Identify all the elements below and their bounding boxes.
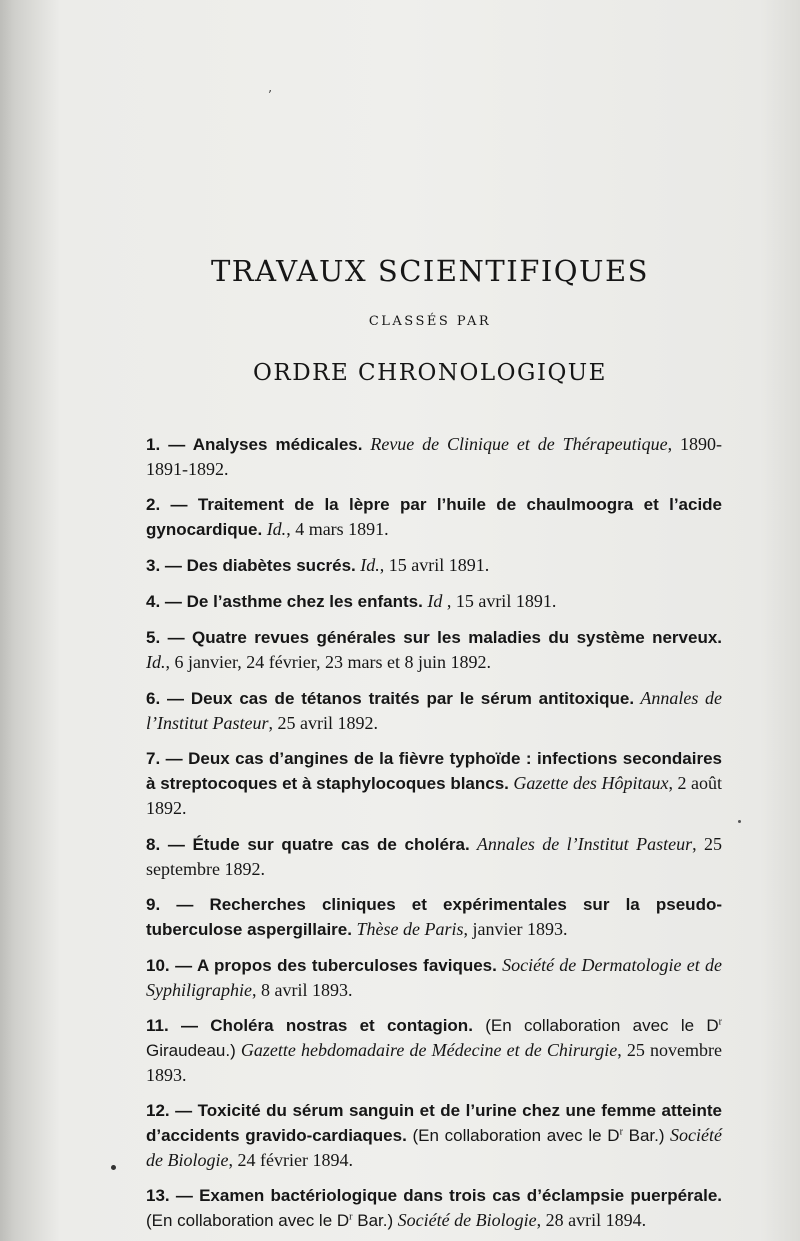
margin-dot [738,820,741,823]
entry-number: 2. — [146,495,198,514]
entry-collaboration: (En collaboration avec le D [146,1211,350,1230]
entry-title: De l’asthme chez les enfants. [186,592,423,611]
margin-dot [111,1165,116,1170]
entry-source: Id [422,591,443,611]
entry-title: Examen bactériologique dans trois cas d’éclampsie puerpérale. [199,1186,722,1205]
entry-date: , 1890-1891-1892. [146,434,722,479]
entry-date: , 15 avril 1891. [379,555,490,575]
entry-date: , 25 septembre 1892. [146,834,722,879]
entry-source: Annales de l’Institut Pasteur [469,834,693,854]
entry-source: Revue de Clinique et de Thérapeutique [362,434,668,454]
publication-entry [146,747,722,821]
entry-number: 1. — [146,435,193,454]
entry-title: Deux cas de tétanos traités par le sérum antitoxique. [190,689,635,708]
publication-entry [146,625,722,675]
entry-number: 8. — [146,835,193,854]
entry-collaboration: Bar.) [352,1211,394,1230]
publication-entry [146,1184,722,1233]
entry-date: , 2 août 1892. [146,773,722,818]
entry-collaboration: (En collaboration avec le D [472,1016,719,1035]
entry-date: , 4 mars 1891. [286,519,389,539]
entry-source: Société de Dermatologie et de Syphiligraphie [146,955,722,1000]
entry-title: Toxicité du sérum sanguin et de l’urine chez une femme atteinte d’accidents gravido-cardiaques. [146,1101,722,1145]
entry-title: Quatre revues générales sur les maladies du système nerveux. [192,628,723,647]
entry-title: Traitement de la lèpre par l’huile de chaulmoogra et l’acide gynocardique. [146,495,723,539]
entry-superscript: r [349,1211,353,1223]
entry-collaboration: Giraudeau.) [146,1041,236,1060]
entry-source: Id. [262,519,287,539]
entry-number: 3. — [146,556,187,575]
entry-date: , 6 janvier, 24 février, 23 mars et 8 juin 1892. [165,652,491,672]
entry-number: 11. — [146,1016,211,1035]
entry-title: Recherches cliniques et expérimentales sur la pseudo-tuberculose aspergillaire. [146,895,722,939]
entry-source: Société de Biologie [393,1210,537,1230]
entry-collaboration: Bar.) [622,1126,665,1145]
publication-entry [146,1099,722,1173]
entry-date: , 8 avril 1893. [252,980,353,1000]
publication-entry [146,1014,722,1088]
entry-source: Gazette des Hôpitaux [508,773,669,793]
entry-title: Des diabètes sucrés. [186,556,356,575]
entry-number: 13. — [146,1186,200,1205]
page-title: TRAVAUX SCIENTIFIQUES [210,254,650,288]
entry-date: , 25 novembre 1893. [146,1040,722,1085]
publication-entry [146,893,722,942]
entry-date: , 15 avril 1891. [442,591,557,611]
entry-date: , 24 février 1894. [228,1150,353,1170]
entry-title: Étude sur quatre cas de choléra. [192,835,470,854]
entry-number: 10. — [146,956,197,975]
entry-source: Gazette hebdomadaire de Médecine et de Chirurgie [235,1040,618,1060]
printer-mark: ’ [268,88,272,102]
entry-number: 4. — [146,592,187,611]
entry-collaboration: (En collaboration avec le D [406,1126,620,1145]
entry-superscript: r [718,1016,722,1028]
publication-list [146,432,722,1241]
entry-number: 9. — [146,895,210,914]
entry-date: , janvier 1893. [463,919,568,939]
entry-date: , 28 avril 1894. [536,1210,647,1230]
entry-source: Id. [146,652,166,672]
entry-title: Deux cas d’angines de la fièvre typhoïde : infections secondaires à streptocoques et à staphylocoques blancs. [146,749,723,793]
entry-number: 6. — [146,689,191,708]
entry-title: Choléra nostras et contagion. [210,1016,473,1035]
publication-entry [146,953,722,1003]
entry-number: 12. — [146,1101,198,1120]
publication-entry [146,686,722,736]
publication-entry [146,432,722,482]
entry-title: A propos des tuberculoses faviques. [196,956,497,975]
entry-source: Annales de l’Institut Pasteur [146,688,723,733]
entry-source: Id. [355,555,380,575]
publication-entry [146,553,722,578]
entry-date: , 25 avril 1892. [268,713,378,733]
entry-superscript: r [619,1126,623,1138]
publication-entry [146,493,722,542]
entry-title: Analyses médicales. [192,435,363,454]
entry-number: 7. — [146,749,189,768]
page-subtitle: CLASSÉS PAR [368,314,492,329]
entry-number: 5. — [146,628,193,647]
publication-entry [146,832,722,882]
section-heading: ORDRE CHRONOLOGIQUE [253,360,607,386]
entry-source: Société de Biologie [146,1125,722,1170]
publication-entry [146,589,722,614]
entry-source: Thèse de Paris [351,919,464,939]
